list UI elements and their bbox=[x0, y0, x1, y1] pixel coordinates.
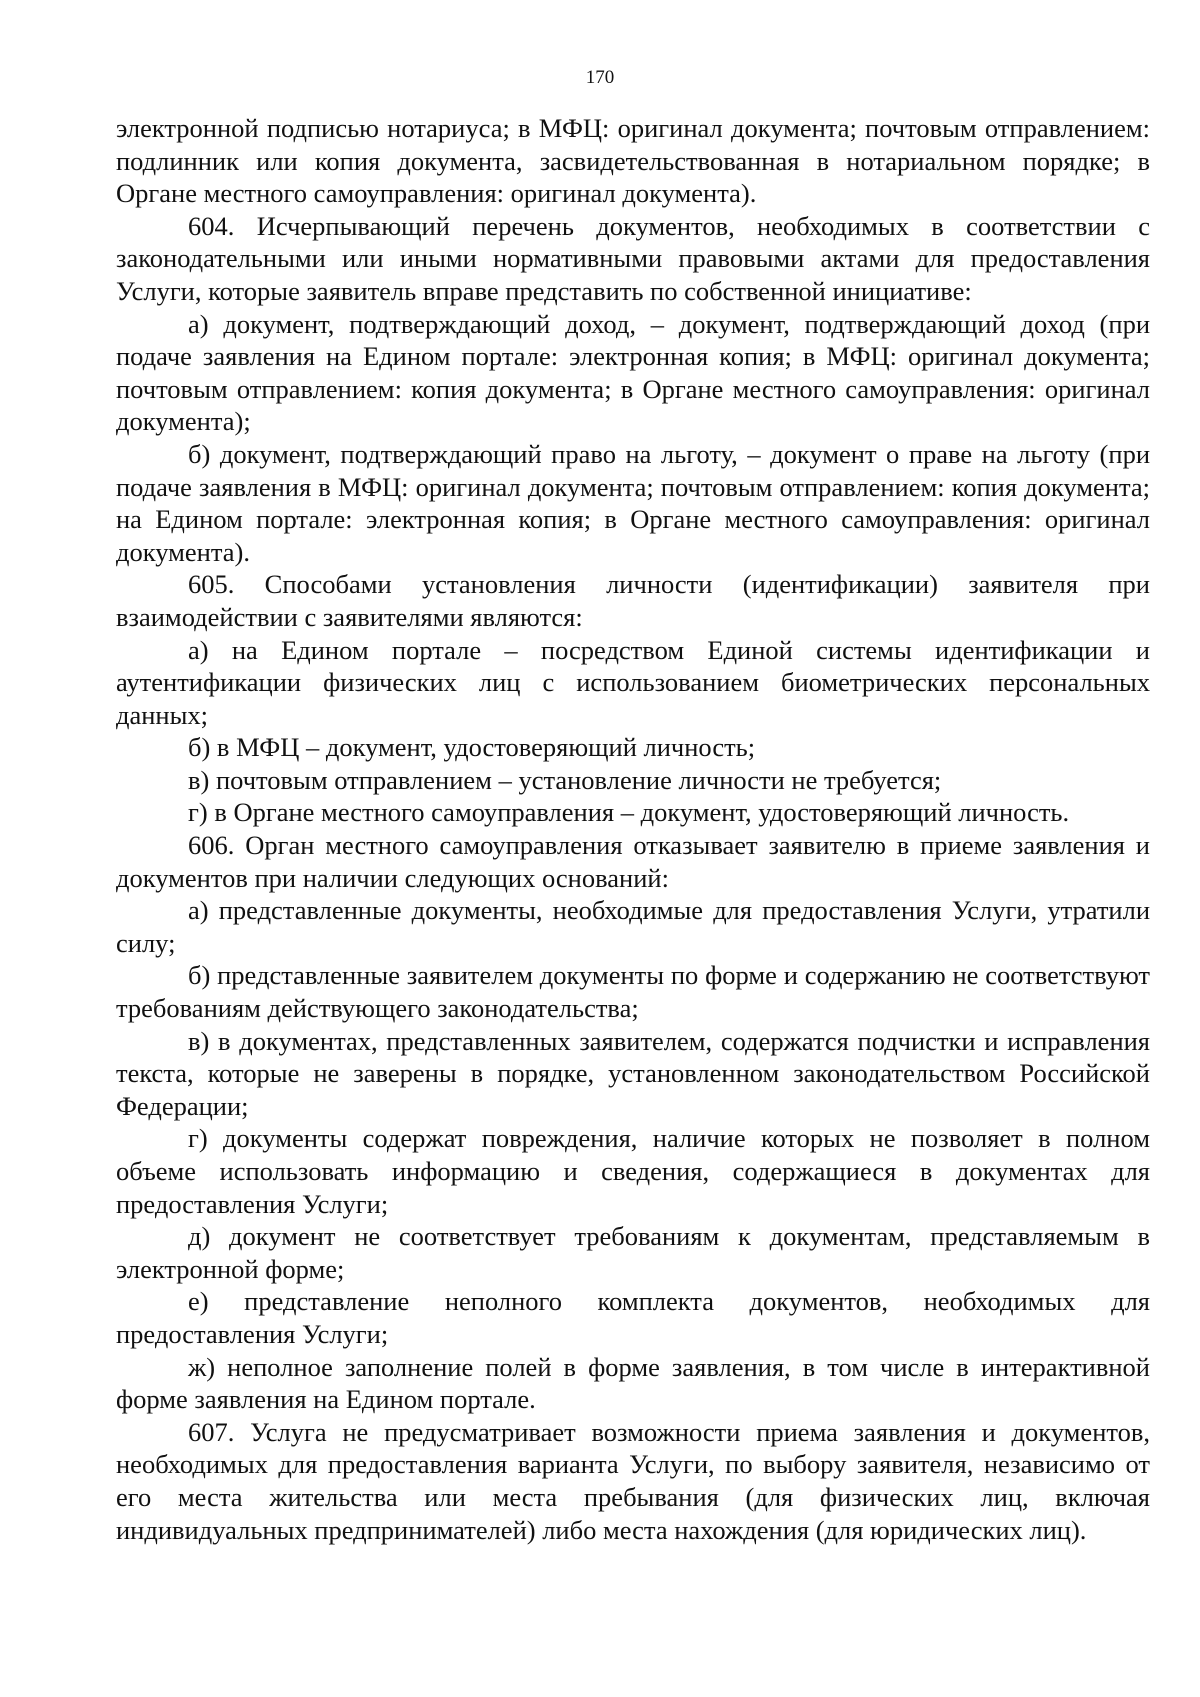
list-item: б) документ, подтверждающий право на льготу, – документ о праве на льготу (при подаче заявления в МФЦ: оригинал документа; почтовым отправлением: копия документа; на Едином портале: электронная копия; в Органе местного самоуправления: оригинал документа). bbox=[116, 438, 1150, 567]
paragraph: 604. Исчерпывающий перечень документов, необходимых в соответствии с законодательными или иными нормативными правовыми актами для предоставления Услуги, которые заявитель вправе представить по собственной инициативе: bbox=[116, 210, 1150, 306]
paragraph: 607. Услуга не предусматривает возможности приема заявления и документов, необходимых для предоставления варианта Услуги, по выбору заявителя, независимо от его места жительства или места пребывания (для физических лиц, включая индивидуальных предпринимателей) либо места нахождения (для юридических лиц). bbox=[116, 1416, 1150, 1545]
list-item: в) почтовым отправлением – установление личности не требуется; bbox=[188, 764, 942, 795]
page-number: 170 bbox=[585, 67, 615, 88]
list-item: е) представление неполного комплекта документов, необходимых для предоставления Услуги; bbox=[116, 1286, 1150, 1349]
list-item: в) в документах, представленных заявителем, содержатся подчистки и исправления текста, которые не заверены в порядке, установленном законодательством Российской Федерации; bbox=[116, 1025, 1150, 1121]
list-item: а) представленные документы, необходимые для предоставления Услуги, утратили силу; bbox=[116, 895, 1150, 958]
paragraph: 606. Орган местного самоуправления отказывает заявителю в приеме заявления и документов при наличии следующих оснований: bbox=[116, 830, 1150, 893]
paragraph: 605. Способами установления личности (идентификации) заявителя при взаимодействии с заявителями являются: bbox=[116, 569, 1150, 632]
list-item: г) в Органе местного самоуправления – документ, удостоверяющий личность. bbox=[188, 797, 1070, 828]
list-item: д) документ не соответствует требованиям к документам, представляемым в электронной форме; bbox=[116, 1221, 1150, 1284]
document-body bbox=[116, 112, 1150, 1546]
list-item: г) документы содержат повреждения, наличие которых не позволяет в полном объеме использовать информацию и сведения, содержащиеся в документах для предоставления Услуги; bbox=[116, 1123, 1150, 1219]
list-item: а) на Едином портале – посредством Единой системы идентификации и аутентификации физических лиц с использованием биометрических персональных данных; bbox=[116, 634, 1150, 730]
list-item: б) представленные заявителем документы по форме и содержанию не соответствуют требованиям действующего законодательства; bbox=[116, 960, 1150, 1024]
list-item: а) документ, подтверждающий доход, – документ, подтверждающий доход (при подаче заявления на Едином портале: электронная копия; в МФЦ: оригинал документа; почтовым отправлением: копия документа; в Органе местного самоуправления: оригинал документа); bbox=[116, 308, 1150, 437]
list-item: б) в МФЦ – документ, удостоверяющий личность; bbox=[188, 732, 756, 763]
paragraph: электронной подписью нотариуса; в МФЦ: оригинал документа; почтовым отправлением: подлинник или копия документа, засвидетельствованная в нотариальном порядке; в Органе местного самоуправления: оригинал документа). bbox=[116, 113, 1150, 209]
list-item: ж) неполное заполнение полей в форме заявления, в том числе в интерактивной форме заявления на Едином портале. bbox=[116, 1351, 1150, 1415]
